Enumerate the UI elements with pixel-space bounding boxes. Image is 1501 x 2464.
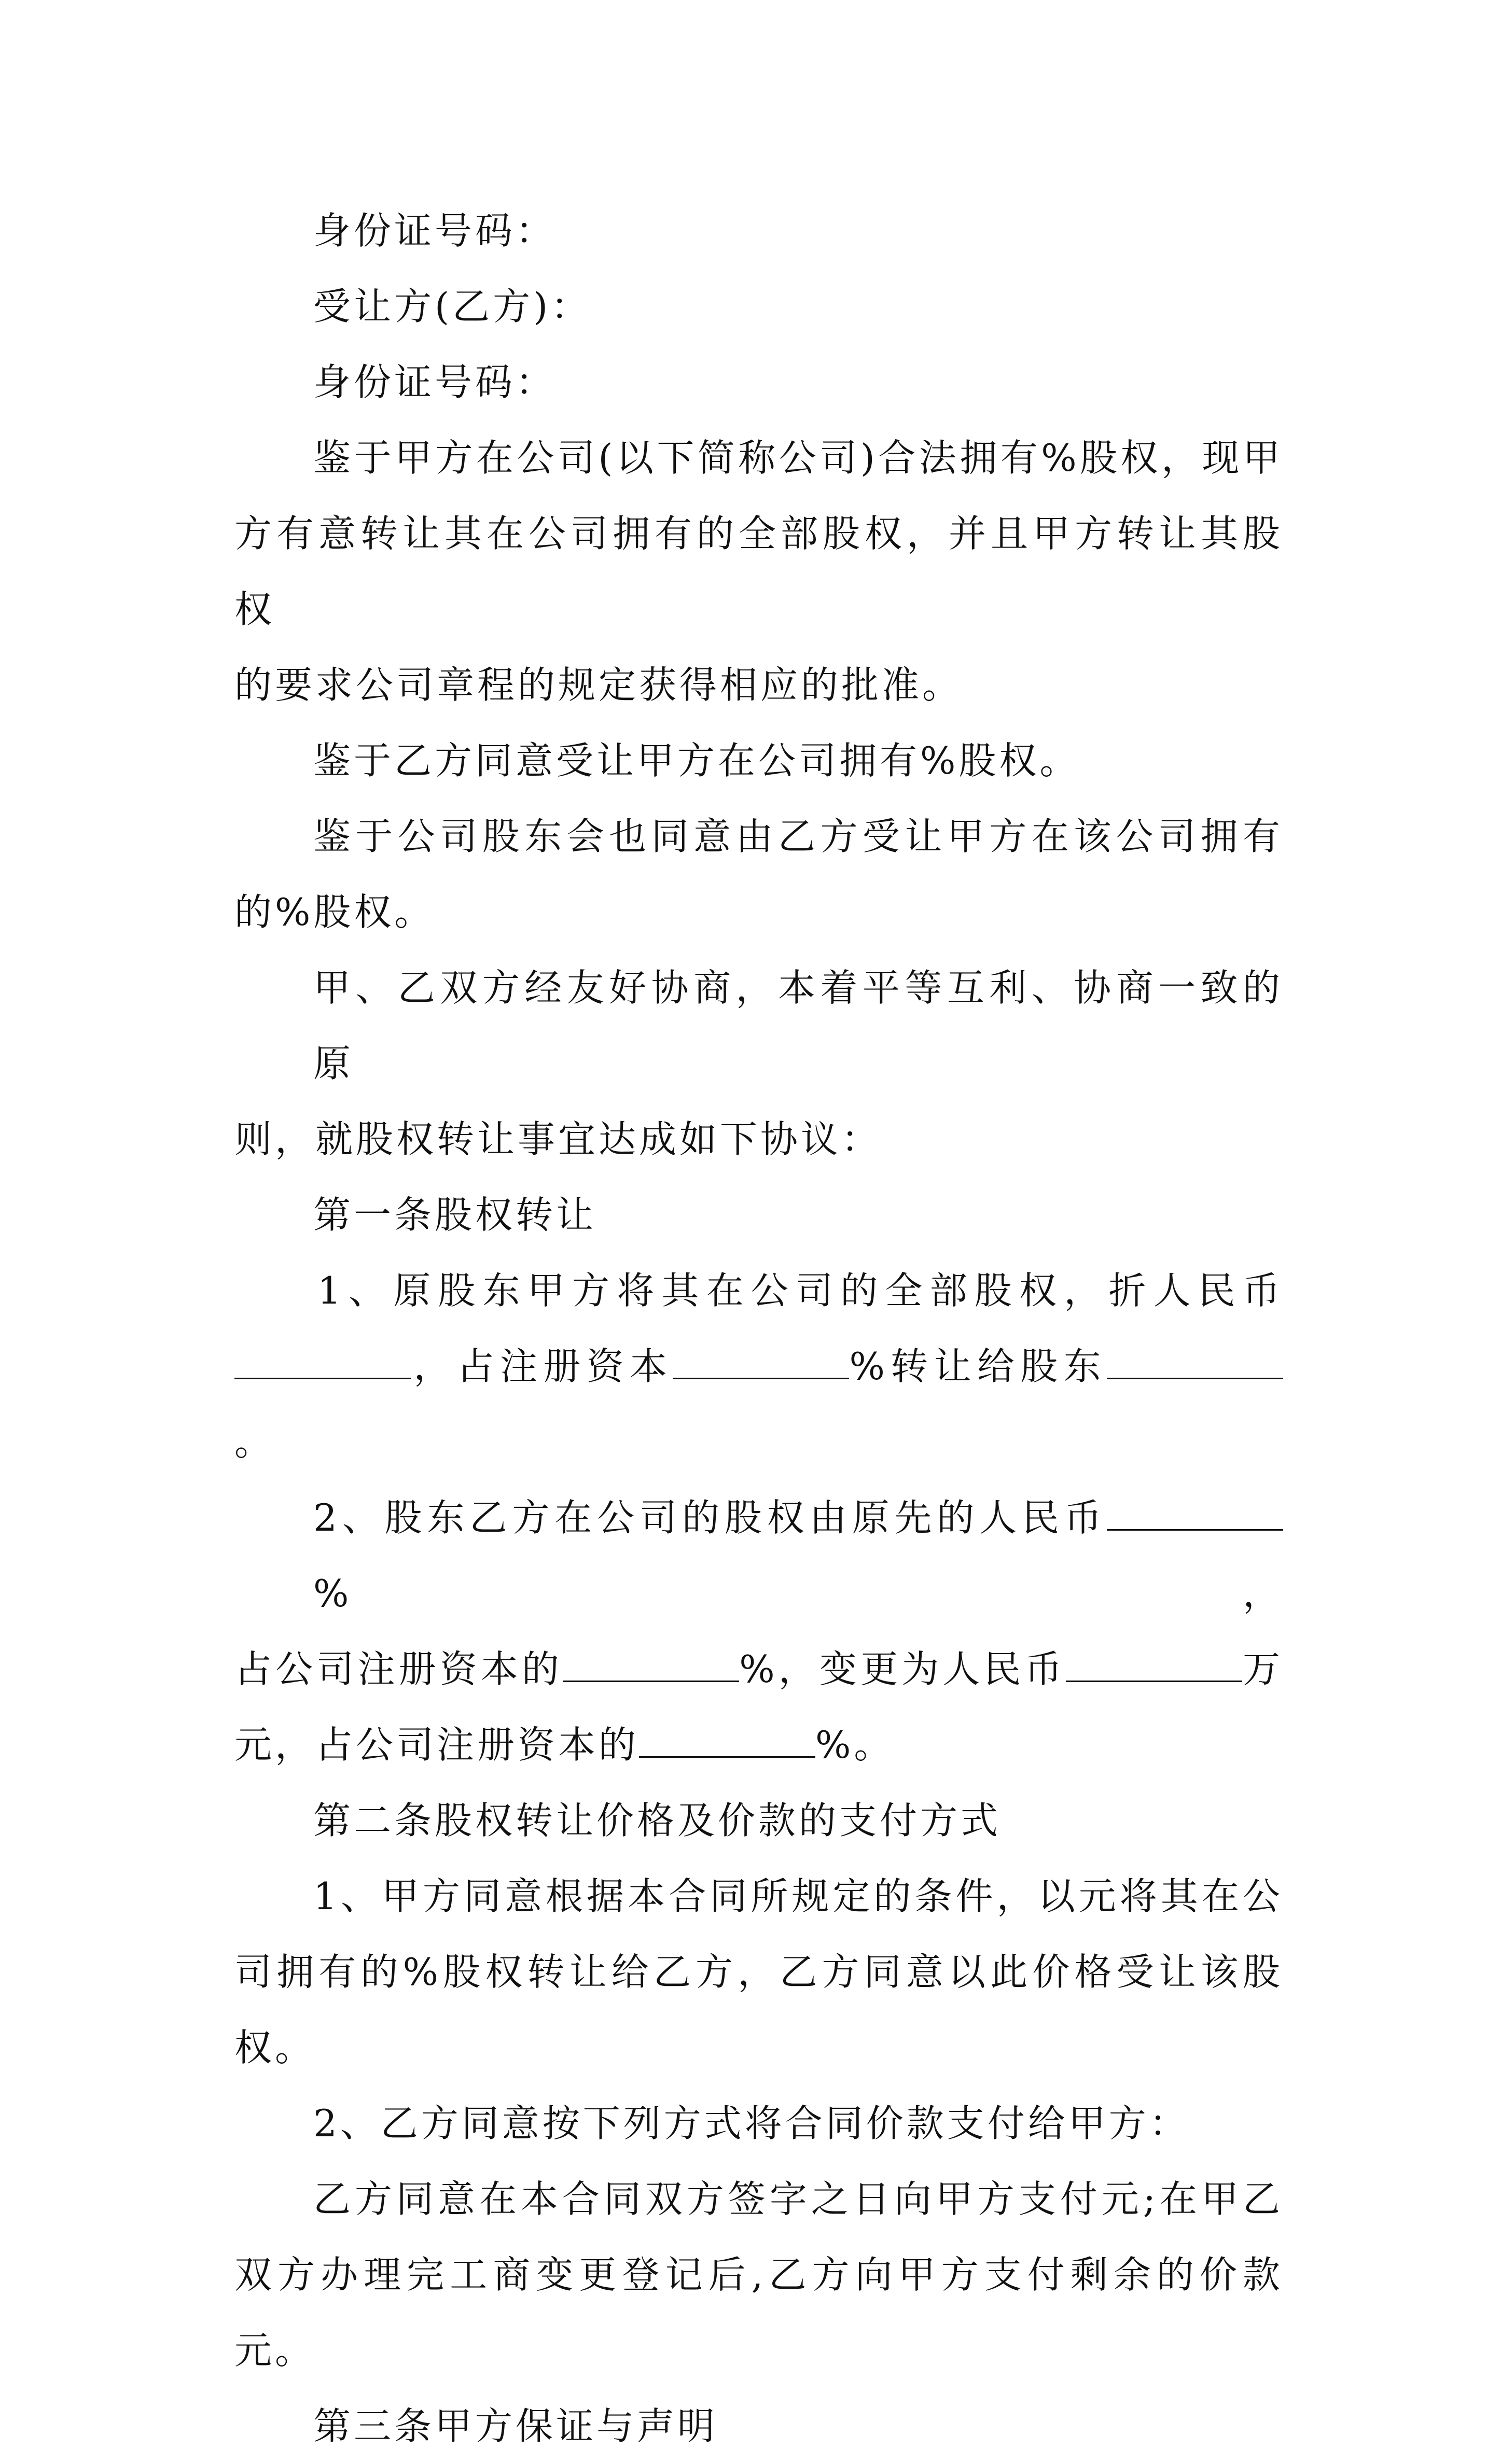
- blank-field[interactable]: [234, 1345, 411, 1379]
- article-1-clause-2: 2、股东乙方在公司的股权由原先的人民币%， 占公司注册资本的 %，变更为人民币 万 元，占公司注册资本的 %。: [234, 1496, 1283, 1767]
- blank-field[interactable]: [639, 1723, 815, 1758]
- recital-3: 鉴于公司股东会也同意由乙方受让甲方在该公司拥有 的%股权。: [234, 815, 1283, 934]
- article-3-heading: 第三条甲方保证与声明: [313, 2404, 718, 2448]
- blank-field[interactable]: [1107, 1496, 1283, 1531]
- article-2-heading: 第二条股权转让价格及价款的支付方式: [313, 1799, 1002, 1842]
- article-1-clause-1: 1、原股东甲方将其在公司的全部股权，折人民币 ，占注册资本 %转让给股东。: [234, 1269, 1283, 1464]
- blank-field[interactable]: [1107, 1345, 1283, 1379]
- id-number-label-1: 身份证号码：: [313, 209, 557, 253]
- recital-2: 鉴于乙方同意受让甲方在公司拥有%股权。: [313, 739, 1080, 782]
- article-2-clause-2: 2、乙方同意按下列方式将合同价款支付给甲方：: [313, 2102, 1190, 2145]
- article-1-heading: 第一条股权转让: [313, 1193, 597, 1237]
- payment-terms: 乙方同意在本合同双方签字之日向甲方支付元;在甲乙 双方办理完工商变更登记后,乙方向甲方支付剩余的价款元。: [234, 2177, 1283, 2372]
- blank-field[interactable]: [1066, 1647, 1242, 1682]
- blank-field[interactable]: [563, 1647, 739, 1682]
- transferee-label: 受让方(乙方)：: [313, 285, 592, 328]
- id-number-label-2: 身份证号码：: [313, 360, 557, 404]
- blank-field[interactable]: [673, 1345, 849, 1379]
- recital-4: 甲、乙双方经友好协商，本着平等互利、协商一致的原 则，就股权转让事宜达成如下协议：: [234, 966, 1283, 1161]
- article-2-clause-1: 1、甲方同意根据本合同所规定的条件，以元将其在公 司拥有的%股权转让给乙方，乙方同意以此价格受让该股权。: [234, 1874, 1283, 2069]
- recital-1: 鉴于甲方在公司(以下简称公司)合法拥有%股权，现甲 方有意转让其在公司拥有的全部股权，并且甲方转让其股权 的要求公司章程的规定获得相应的批准。: [234, 436, 1283, 707]
- document-body: [234, 193, 1283, 2464]
